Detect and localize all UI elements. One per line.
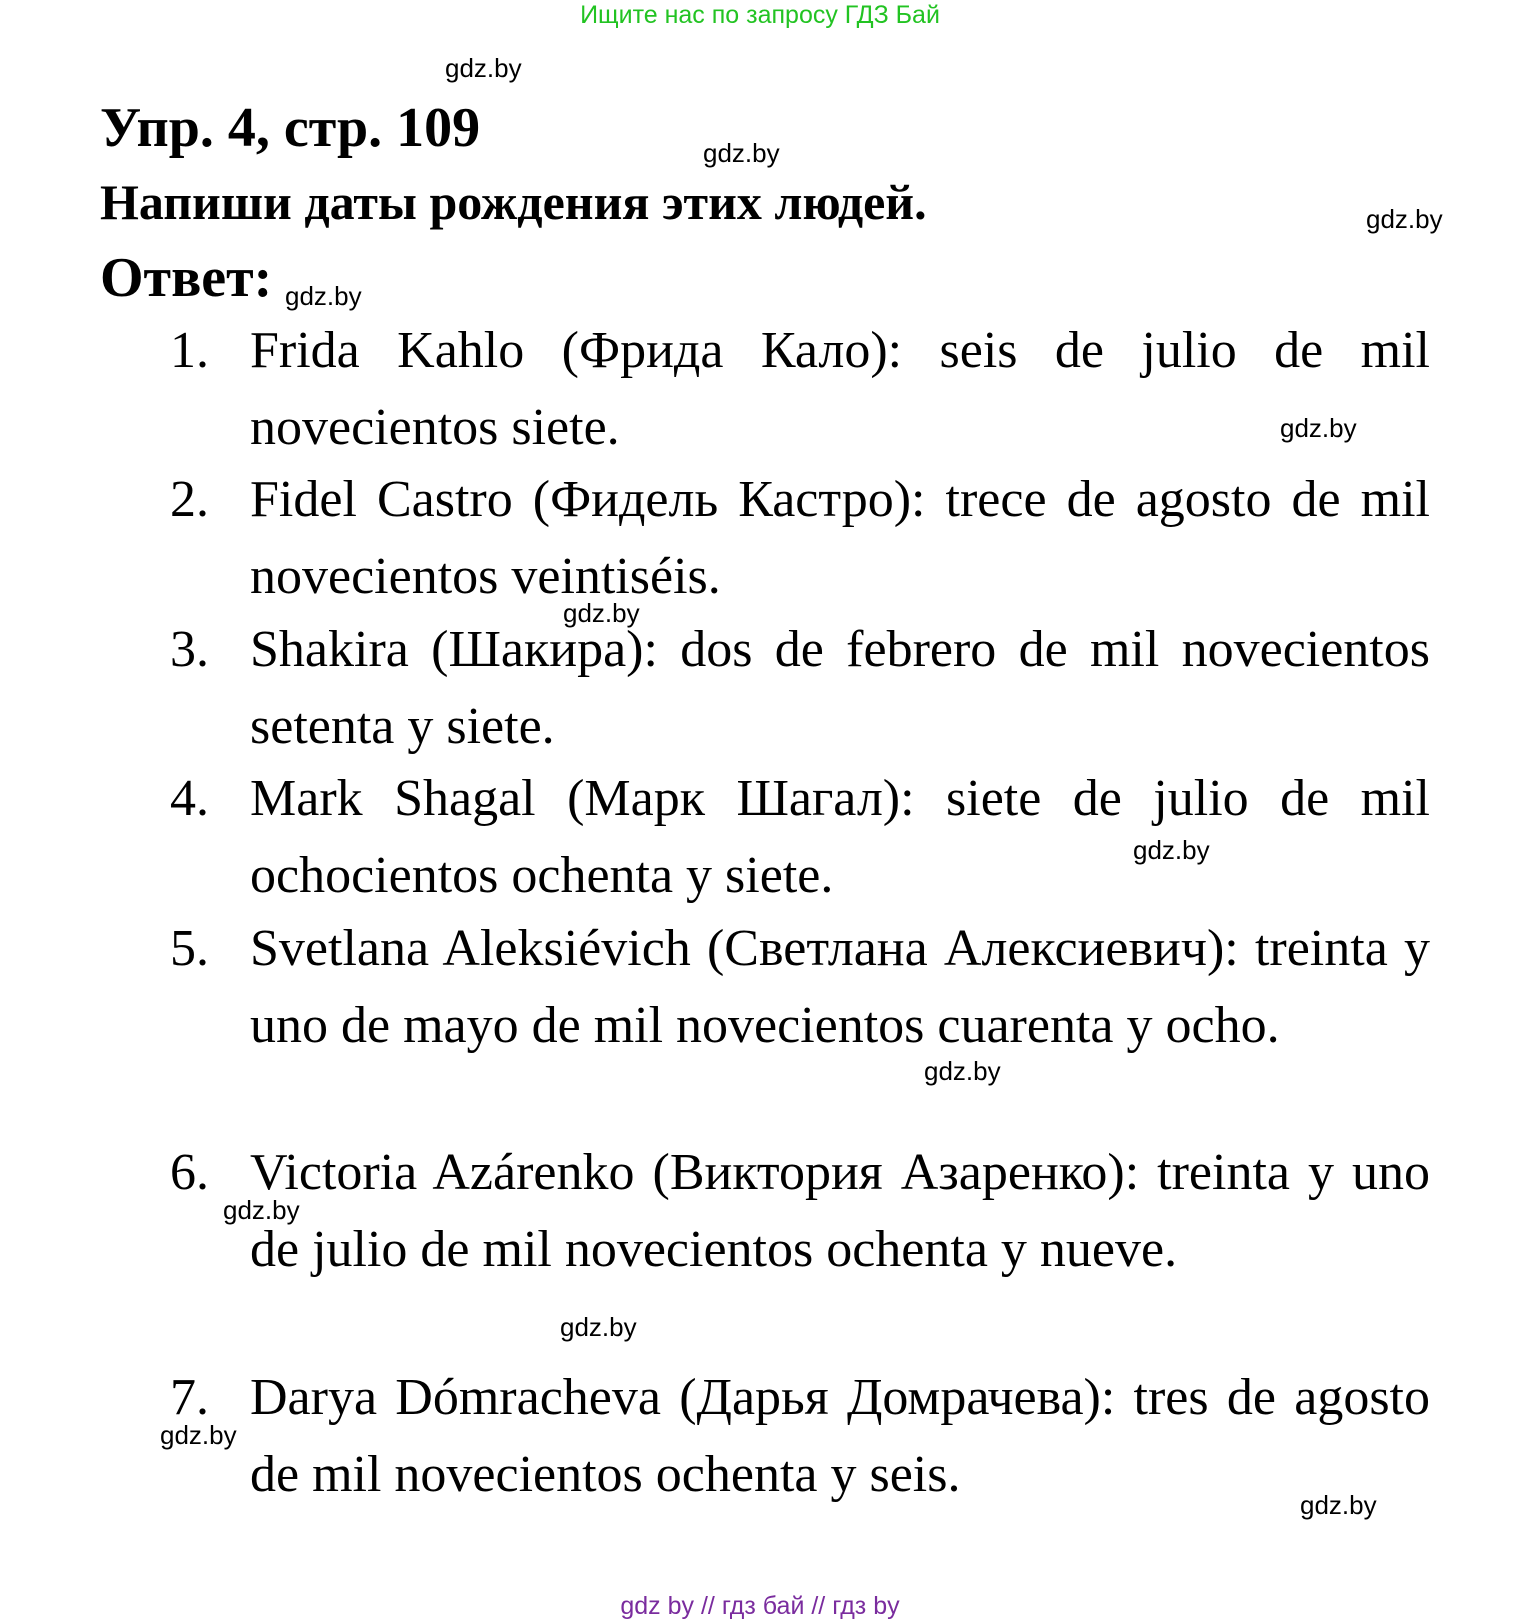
item-number: 4.: [170, 770, 209, 827]
watermark: gdz.by: [1280, 413, 1357, 443]
answer-item-2: [170, 461, 1430, 615]
item-text: Darya Dómracheva (Дарья Домрачева): tres de agosto de mil novecientos ochenta y seis.: [250, 1369, 1430, 1503]
answer-item-4: [170, 760, 1430, 914]
item-text: Shakira (Шакира): dos de febrero de mil novecientos setenta y siete.: [250, 621, 1430, 755]
item-number: 7.: [170, 1369, 209, 1426]
exercise-title: Упр. 4, стр. 109: [100, 97, 481, 159]
watermark: gdz.by: [1300, 1490, 1377, 1520]
item-text: Svetlana Aleksiévich (Светлана Алексиевич): treinta y uno de mayo de mil novecientos cuarenta y ocho.: [250, 920, 1430, 1054]
task-title: Напиши даты рождения этих людей.: [100, 174, 927, 230]
item-text: Mark Shagal (Марк Шагал): siete de julio de mil ochocientos ochenta y siete.: [250, 770, 1430, 904]
answer-label: Ответ:: [100, 247, 273, 309]
item-text: Frida Kahlo (Фрида Кало): seis de julio de mil novecientos siete.: [250, 322, 1430, 456]
item-number: 6.: [170, 1144, 209, 1201]
item-text: Fidel Castro (Фидель Кастро): trece de agosto de mil novecientos veintiséis.: [250, 471, 1430, 605]
item-text: Victoria Azárenko (Виктория Азаренко): treinta y uno de julio de mil novecientos ochenta y nueve.: [250, 1144, 1430, 1278]
watermark: gdz.by: [560, 1312, 637, 1342]
watermark: gdz.by: [703, 138, 780, 168]
item-number: 2.: [170, 471, 209, 528]
answer-item-1: [170, 312, 1430, 466]
answer-item-3: [170, 611, 1430, 765]
answer-item-5: [170, 910, 1430, 1064]
item-number: 1.: [170, 322, 209, 379]
watermark: gdz.by: [563, 598, 640, 628]
item-number: 3.: [170, 621, 209, 678]
answer-item-7: [170, 1359, 1430, 1513]
watermark: gdz.by: [924, 1056, 1001, 1086]
watermark: gdz.by: [1366, 204, 1443, 234]
search-banner[interactable]: Ищите нас по запросу ГДЗ Бай: [580, 1, 940, 29]
answer-item-6: [170, 1134, 1430, 1288]
watermark: gdz.by: [285, 281, 362, 311]
watermark: gdz.by: [1133, 835, 1210, 865]
watermark: gdz.by: [445, 53, 522, 83]
watermark: gdz.by: [223, 1195, 300, 1225]
footer-links[interactable]: gdz by // гдз бай // гдз by: [620, 1592, 900, 1620]
watermark: gdz.by: [160, 1420, 237, 1450]
item-number: 5.: [170, 920, 209, 977]
